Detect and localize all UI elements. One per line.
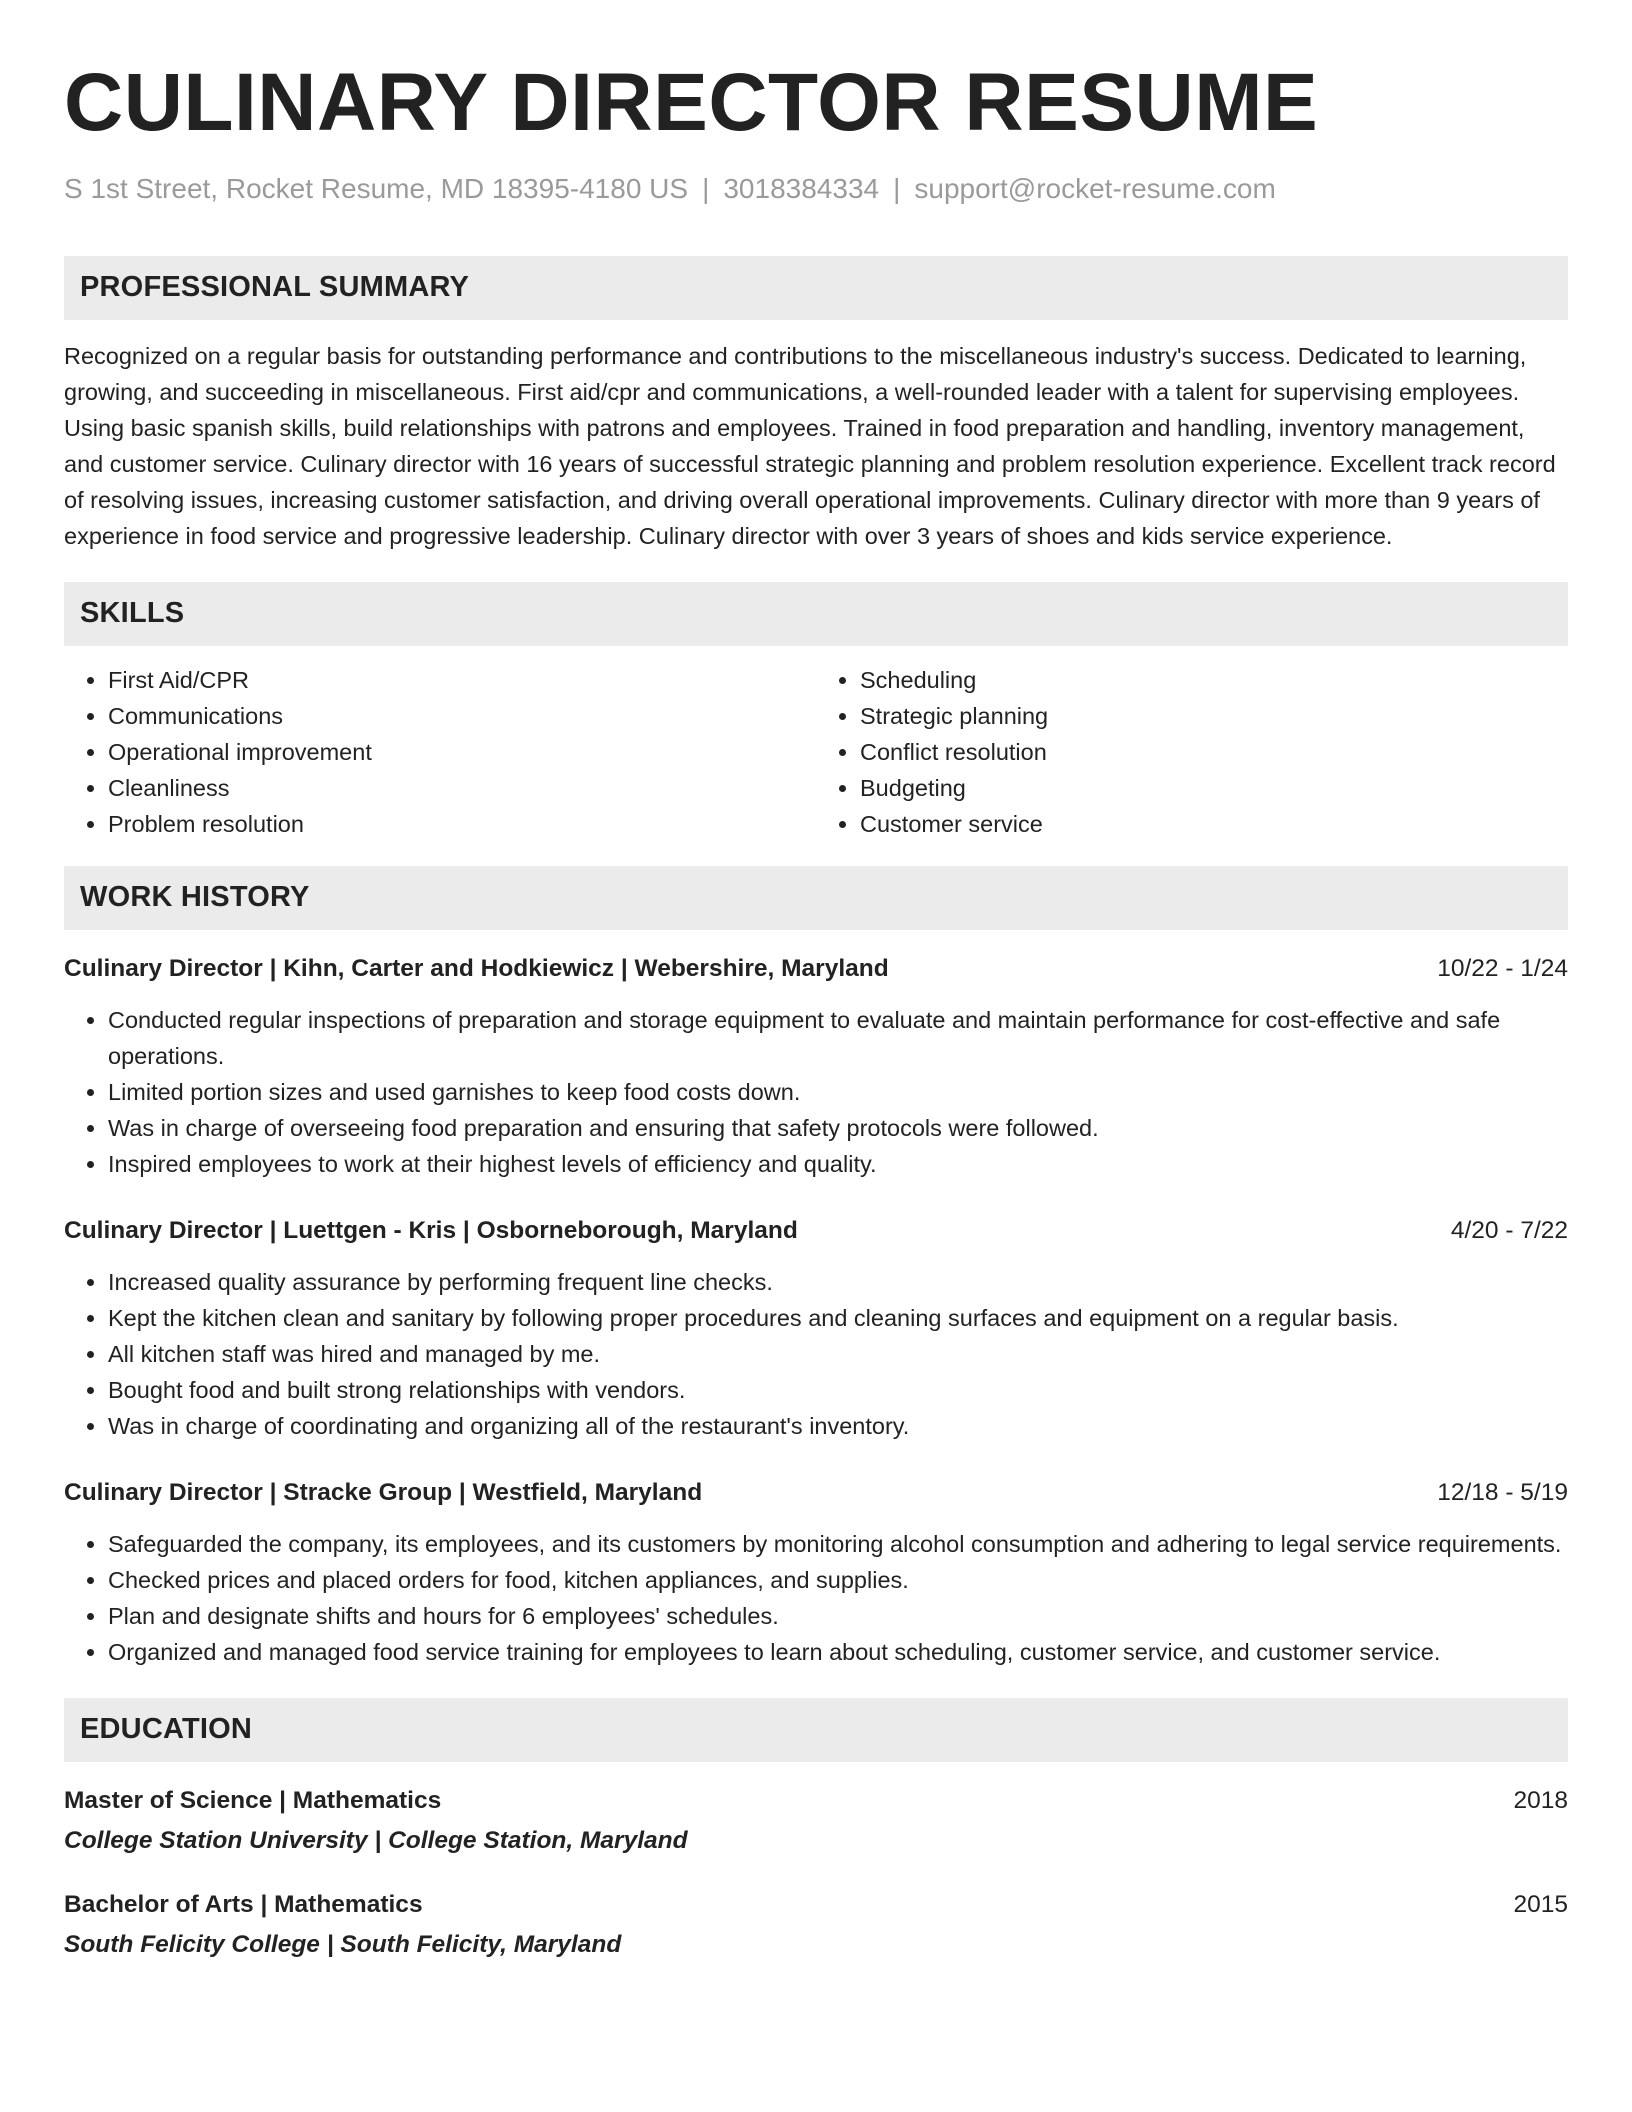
education-header (64, 1888, 1568, 1922)
job-dates: 10/22 - 1/24 (1437, 954, 1568, 982)
contact-separator: | (702, 173, 710, 204)
job-bullets (64, 1526, 1568, 1670)
contact-separator: | (893, 173, 901, 204)
job-bullets (64, 1002, 1568, 1182)
job-entry (64, 952, 1568, 1182)
job-bullet: • Was in charge of coordinating and organizing all of the restaurant's inventory. (108, 1408, 1568, 1444)
skill-item: • Conflict resolution (860, 734, 1568, 770)
skill-item: • Operational improvement (108, 734, 816, 770)
skills-section-header (64, 582, 1568, 646)
education-year: 2018 (1513, 1786, 1568, 1814)
job-entry (64, 1214, 1568, 1444)
summary-text: Recognized on a regular basis for outstanding performance and contributions to the miscellaneous industry's success. Dedicated to learning, growing, and succeeding in miscellaneous. First aid/cpr and communications, a well-rounded leader with a talent for supervising employees. Using basic spanish skills, build relationships with patrons and employees. Trained in food preparation and handling, inventory management, and customer service. Culinary director with 16 years of successful strategic planning and problem resolution experience. Excellent track record of resolving issues, increasing customer satisfaction, and driving overall operational improvements. Culinary director with more than 9 years of experience in food service and progressive leadership. Culinary director with over 3 years of shoes and kids service experience. (64, 342, 1556, 549)
education-year: 2015 (1513, 1890, 1568, 1918)
job-header (64, 952, 1568, 986)
education-degree: Master of Science | Mathematics (64, 1786, 442, 1814)
education-entry (64, 1888, 1568, 1962)
education-heading: EDUCATION (80, 1713, 253, 1746)
job-bullet: • Kept the kitchen clean and sanitary by following proper procedures and cleaning surfaces and equipment on a regular basis. (108, 1300, 1568, 1336)
skill-item: • Strategic planning (860, 698, 1568, 734)
contact-phone: 3018384334 (723, 173, 880, 204)
education-header (64, 1784, 1568, 1818)
job-bullet: • Organized and managed food service training for employees to learn about scheduling, customer service, and customer service. (108, 1634, 1568, 1670)
skill-item: • First Aid/CPR (108, 662, 816, 698)
job-bullet: • Was in charge of overseeing food preparation and ensuring that safety protocols were followed. (108, 1110, 1568, 1146)
job-header (64, 1476, 1568, 1510)
job-bullet: • Bought food and built strong relationships with vendors. (108, 1372, 1568, 1408)
job-bullet: • Plan and designate shifts and hours for 6 employees' schedules. (108, 1598, 1568, 1634)
skill-item: • Communications (108, 698, 816, 734)
job-bullet: • Inspired employees to work at their highest levels of efficiency and quality. (108, 1146, 1568, 1182)
education-section-header (64, 1698, 1568, 1762)
job-bullets (64, 1264, 1568, 1444)
contact-line (64, 172, 1568, 206)
job-bullet: • Limited portion sizes and used garnishes to keep food costs down. (108, 1074, 1568, 1110)
skills-heading: SKILLS (80, 597, 185, 630)
job-title: Culinary Director | Luettgen - Kris | Osborneborough, Maryland (64, 1216, 798, 1244)
education-entry (64, 1784, 1568, 1858)
skill-item: • Customer service (860, 806, 1568, 842)
work-heading: WORK HISTORY (80, 881, 310, 914)
skills-list (64, 662, 1568, 842)
skill-item: • Scheduling (860, 662, 1568, 698)
job-bullet: • Checked prices and placed orders for food, kitchen appliances, and supplies. (108, 1562, 1568, 1598)
contact-email: support@rocket-resume.com (914, 173, 1276, 204)
skill-item: • Cleanliness (108, 770, 816, 806)
job-dates: 4/20 - 7/22 (1450, 1216, 1568, 1244)
education-school: College Station University | College Station, Maryland (64, 1826, 688, 1854)
skill-item: • Problem resolution (108, 806, 816, 842)
summary-section-header (64, 256, 1568, 320)
job-bullet: • Safeguarded the company, its employees, and its customers by monitoring alcohol consumption and adhering to legal service requirements. (108, 1526, 1568, 1562)
job-bullet: • All kitchen staff was hired and managed by me. (108, 1336, 1568, 1372)
education-school: South Felicity College | South Felicity, Maryland (64, 1930, 622, 1958)
job-title: Culinary Director | Stracke Group | Westfield, Maryland (64, 1478, 703, 1506)
job-bullet: • Increased quality assurance by performing frequent line checks. (108, 1264, 1568, 1300)
job-entry (64, 1476, 1568, 1670)
page-title: CULINARY DIRECTOR RESUME (64, 57, 1319, 148)
job-dates: 12/18 - 5/19 (1437, 1478, 1568, 1506)
contact-address: S 1st Street, Rocket Resume, MD 18395-4180 US (64, 173, 689, 204)
job-bullet: • Conducted regular inspections of preparation and storage equipment to evaluate and maintain performance for cost-effective and safe operations. (108, 1002, 1568, 1074)
skills-column-right (816, 662, 1568, 842)
skills-column-left (64, 662, 816, 842)
job-header (64, 1214, 1568, 1248)
skill-item: • Budgeting (860, 770, 1568, 806)
summary-heading: PROFESSIONAL SUMMARY (80, 271, 470, 304)
work-section-header (64, 866, 1568, 930)
education-degree: Bachelor of Arts | Mathematics (64, 1890, 423, 1918)
job-title: Culinary Director | Kihn, Carter and Hodkiewicz | Webershire, Maryland (64, 954, 889, 982)
